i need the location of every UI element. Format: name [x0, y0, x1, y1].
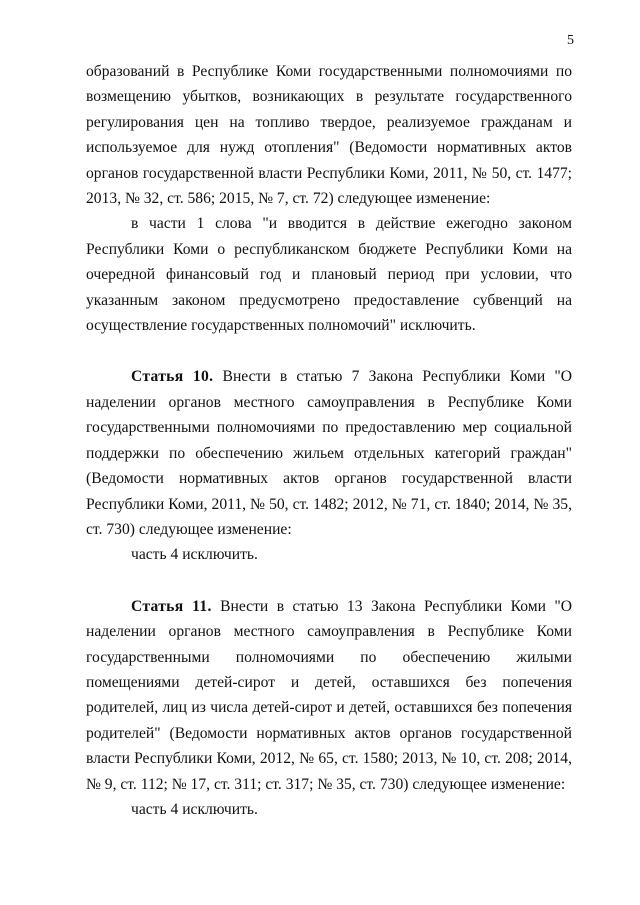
article-11-change: часть 4 исключить.	[131, 800, 258, 818]
article-10	[86, 364, 572, 542]
article-11-label: Статья 11.	[131, 597, 212, 615]
article-11-text: Внести в статью 13 Закона Республики Коми "О наделении органов местного самоуправления в Республике Коми государственными полномочиями по обеспечению жилыми помещениями детей-сирот и детей, оставшихся без попечения родителей, лиц из числа детей-сирот и детей, оставшихся без попечения родителей" (Ведомости нормативных актов органов государственной власти Республики Коми, 2012, № 65, ст. 1580; 2013, № 10, ст. 208; 2014, № 9, ст. 112; № 17, ст. 311; ст. 317; № 35, ст. 730) следующее изменение:	[86, 597, 572, 793]
document-body	[86, 59, 572, 822]
page-number: 5	[567, 33, 574, 48]
article-11	[86, 594, 572, 797]
paragraph-continuation: образований в Республике Коми государственными полномочиями по возмещению убытков, возникающих в результате государственного регулирования цен на топливо твердое, реализуемое гражданам и используемое для нужд отопления" (Ведомости нормативных актов органов государственной власти Республики Коми, 2011, № 50, ст. 1477; 2013, № 32, ст. 586; 2015, № 7, ст. 72) следующее изменение:	[86, 63, 572, 208]
article-10-change: часть 4 исключить.	[131, 546, 258, 564]
article-10-label: Статья 10.	[131, 368, 214, 386]
paragraph-amendment: в части 1 слова "и вводится в действие ежегодно законом Республики Коми о республиканском бюджете Республики Коми на очередной финансовый год и плановый период при условии, что указанным законом предусмотрено предоставление субвенций на осуществление государственных полномочий" исключить.	[86, 215, 572, 335]
article-10-text: Внести в статью 7 Закона Республики Коми "О наделении органов местного самоуправления в Республике Коми государственными полномочиями по предоставлению мер социальной поддержки по обеспечению жильем отдельных категорий граждан" (Ведомости нормативных актов органов государственной власти Республики Коми, 2011, № 50, ст. 1482; 2012, № 71, ст. 1840; 2014, № 35, ст. 730) следующее изменение:	[86, 368, 572, 538]
